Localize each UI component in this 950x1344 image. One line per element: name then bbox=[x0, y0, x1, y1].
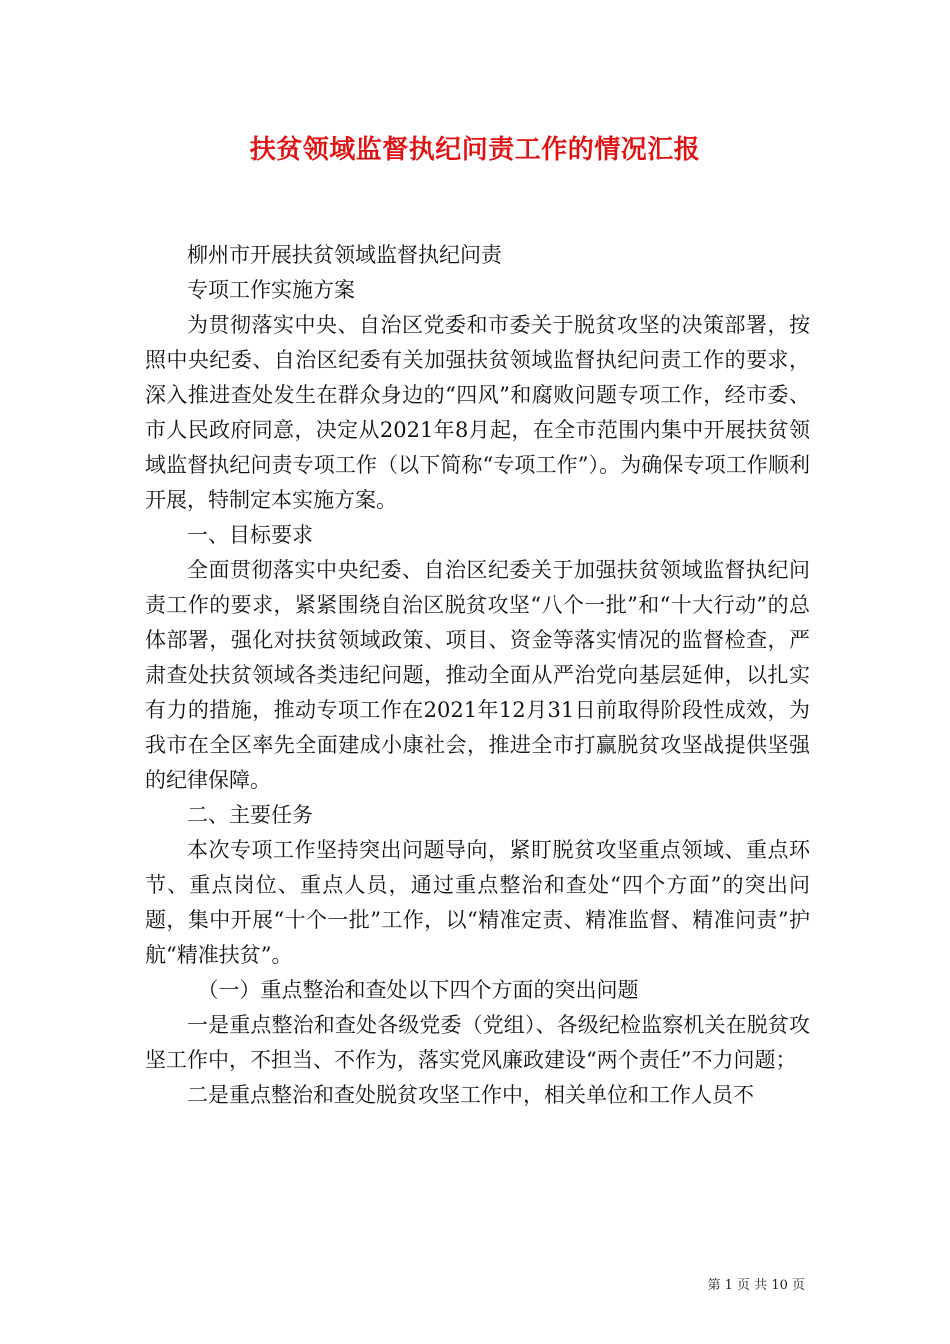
subsection-heading-four-issues: （一）重点整治和查处以下四个方面的突出问题 bbox=[197, 978, 639, 1002]
paragraph-goals: 全面贯彻落实中央纪委、自治区纪委关于加强扶贫领域监督执纪问责工作的要求，紧紧围绕自治区脱贫攻坚“八个一批”和“十大行动”的总体部署，强化对扶贫领域政策、项目、资金等落实情况的监督检查，严肃查处扶贫领域各类违纪问题，推动全面从严治党向基层延伸，以扎实有力的措施，推动专项工作在2021年12月31日前取得阶段性成效，为我市在全区率先全面建成小康社会，推进全市打赢脱贫攻坚战提供坚强的纪律保障。 bbox=[145, 558, 810, 792]
page-number: 第 1 页 共 10 页 bbox=[707, 1278, 805, 1293]
paragraph-intro: 为贯彻落实中央、自治区党委和市委关于脱贫攻坚的决策部署，按照中央纪委、自治区纪委有关加强扶贫领域监督执纪问责工作的要求，深入推进查处发生在群众身边的“四风”和腐败问题专项工作，经市委、市人民政府同意，决定从2021年8月起，在全市范围内集中开展扶贫领域监督执纪问责专项工作（以下简称“专项工作”）。为确保专项工作顺利开展，特制定本实施方案。 bbox=[145, 313, 810, 512]
paragraph-tasks: 本次专项工作坚持突出问题导向，紧盯脱贫攻坚重点领域、重点环节、重点岗位、重点人员，通过重点整治和查处“四个方面”的突出问题，集中开展“十个一批”工作，以“精准定责、精准监督、精准问责”护航“精准扶贫”。 bbox=[145, 838, 810, 967]
paragraph-issue-one: 一是重点整治和查处各级党委（党组）、各级纪检监察机关在脱贫攻坚工作中，不担当、不作为，落实党风廉政建设“两个责任”不力问题； bbox=[145, 1013, 810, 1072]
paragraph-subtitle-line-2: 专项工作实施方案 bbox=[187, 278, 355, 302]
document-body bbox=[145, 238, 810, 1113]
section-heading-goals: 一、目标要求 bbox=[187, 523, 313, 547]
document-title: 扶贫领域监督执纪问责工作的情况汇报 bbox=[249, 135, 701, 165]
paragraph-subtitle-line-1: 柳州市开展扶贫领域监督执纪问责 bbox=[187, 243, 502, 267]
paragraph-issue-two: 二是重点整治和查处脱贫攻坚工作中，相关单位和工作人员不 bbox=[187, 1083, 754, 1107]
section-heading-tasks: 二、主要任务 bbox=[187, 803, 313, 827]
